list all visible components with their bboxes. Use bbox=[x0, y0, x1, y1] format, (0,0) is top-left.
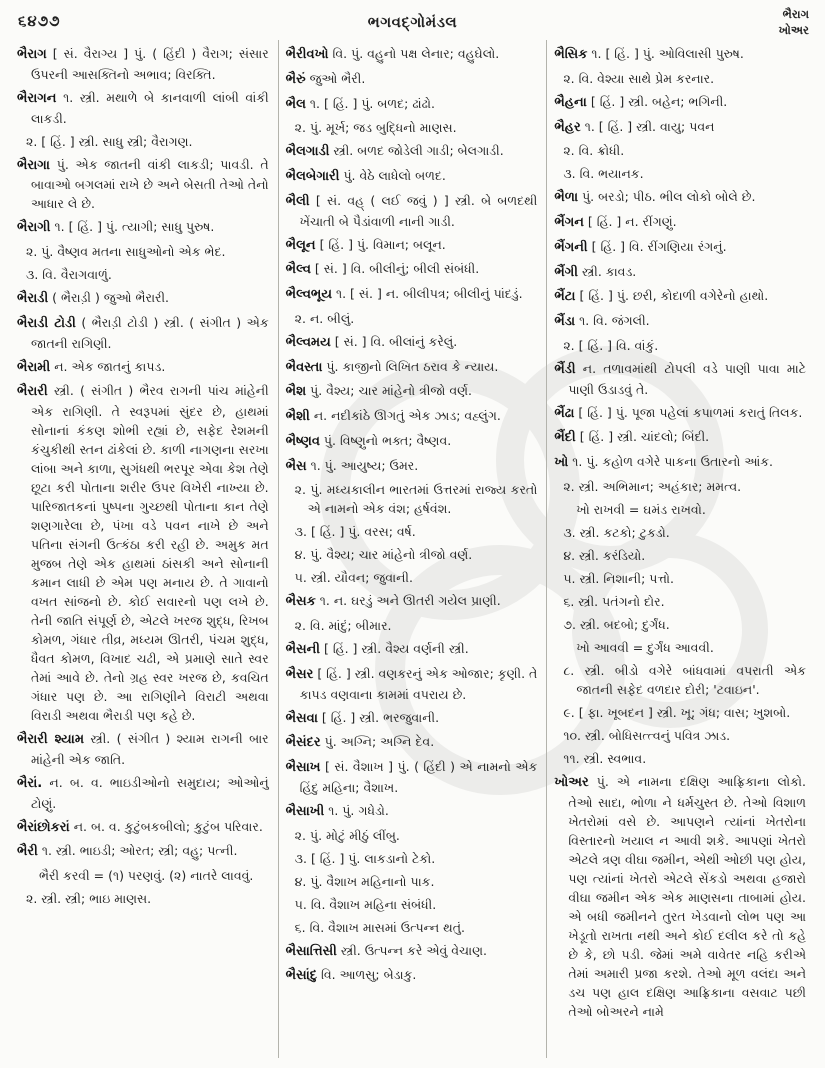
dictionary-entry bbox=[17, 132, 269, 151]
entry-text: સ્ત્રી. ( સંગીત ) શ્યામ રાગની બાર માંહેની એક જાતિ. bbox=[31, 731, 269, 767]
entry-text: પું. એ નામના દક્ષિણ આફ્રિકાના લોકો. તેઓ સાદા, ભોળા ને ધર્મચુસ્ત છે. તેઓ વિશાળ ખેતરોમાં વસે છે. આપણને ત્યાંનાં ખેતરોના વિસ્તારનો ખયાલ ન આવી શકે. આપણાં ખેતરો એટલે ત્રણ વીઘા જમીન, એથી ઓછી પણ હોય, પણ ત્યાંનાં ખેતરો એટલે સેંકડો અથવા હજારો વીઘા જમીન એક એક માણસના તાબામાં હોય. એ બધી જમીનને તુરત ખેડવાનો લોભ પણ આ ખેડૂતો રાખતા નથી અને કોઈ દલીલ કરે તો કહે છે કે, છો પડી. જેમાં અમે વાવેતર નહિ કરીએ તેમાં અમારી પ્રજા કરશે. તેઓ મૂળ વલંદા અને ડચ પણ હાલ દક્ષિણ આફ્રિકાના વસવાટ પછી તેઓ બોઅરને નામે bbox=[568, 773, 807, 1019]
dictionary-entry bbox=[17, 288, 269, 309]
dictionary-entry bbox=[554, 500, 806, 519]
dictionary-entry bbox=[286, 757, 538, 797]
dictionary-columns bbox=[10, 40, 815, 1058]
dictionary-entry bbox=[286, 616, 538, 635]
dictionary-entry bbox=[286, 357, 538, 378]
entry-text: ૧. સ્ત્રી. મથાળે બે કાનવાળી લાંબી વાંકી લાકડી. bbox=[31, 89, 269, 126]
entry-text: ૨. પું. વૈષ્ણવ મતના સાધુઓનો એક ભેદ. bbox=[26, 244, 226, 259]
guide-word-first: ભૈરાગ bbox=[782, 7, 809, 21]
dictionary-entry bbox=[286, 309, 538, 328]
dictionary-entry bbox=[554, 772, 806, 1021]
dictionary-entry bbox=[17, 773, 269, 813]
headword: ભૈળા bbox=[554, 190, 579, 206]
headword: ભૈંટા bbox=[554, 289, 576, 305]
dictionary-entry bbox=[554, 403, 806, 424]
entry-text: ૧. પું. કહોળ વગેરે પાકના ઉતારનો આંક. bbox=[572, 454, 774, 469]
entry-text: ૧. [ સં. ] ન. બીલીપત્ર; બીલીનું પાંદડું. bbox=[335, 286, 523, 301]
headword: ભૈરારી શ્યામ bbox=[17, 732, 85, 747]
entry-text: પું. વિષ્ણુનો ભક્ત; વૈષ્ણવ. bbox=[323, 432, 452, 448]
entry-text: જુઓ ભૈરી. bbox=[309, 70, 366, 86]
headword: ભૈંડા bbox=[554, 314, 576, 329]
headword: ભૈસની bbox=[285, 642, 321, 657]
headword: ભૈશી bbox=[285, 409, 310, 424]
dictionary-entry bbox=[17, 381, 269, 725]
entry-text: ૩. [ હિં. ] પું. વરસ; વર્ષ. bbox=[294, 524, 416, 540]
entry-text: ( ભૈરાડ઼ી ટોડી ) સ્ત્રી. ( સંગીત ) એક જાતની રાગિણી. bbox=[31, 314, 269, 351]
headword: ભૈરાગા bbox=[17, 157, 50, 173]
dictionary-entry bbox=[286, 259, 538, 280]
dictionary-entry bbox=[17, 155, 269, 214]
guide-word-last: ખોઅર bbox=[778, 22, 809, 37]
headword: ભૈસાત્તિસી bbox=[285, 943, 337, 959]
entry-text: [ સં. વૈશાખ ] પું. ( હિંદી ) એ નામનો એક હિંદુ મહિના; વૈશાખ. bbox=[299, 759, 538, 795]
entry-text: ૧. પું. ગધેડો. bbox=[328, 802, 389, 818]
entry-text: ૪. પું. વૈશાખ મહિનાનો પાક. bbox=[294, 873, 435, 889]
dictionary-entry bbox=[17, 88, 269, 128]
entry-text: સ્ત્રી. ઉત્પન્ન કરે એવું વેચાણ. bbox=[340, 942, 487, 958]
dictionary-entry bbox=[554, 262, 806, 283]
entry-text: [ સં. વહ્ ( લઈ જવું ) ] સ્ત્રી. બે બળદથી ખેંચાતી બે પૈડાંવાળી નાની ગાડી. bbox=[299, 192, 538, 229]
dictionary-entry bbox=[554, 187, 806, 208]
dictionary-entry bbox=[286, 639, 538, 660]
entry-text: ૬. સ્ત્રી. પતંગનો દોર. bbox=[563, 593, 665, 609]
dictionary-entry bbox=[554, 141, 806, 160]
headword: ભૈસક bbox=[285, 594, 316, 610]
dictionary-entry bbox=[554, 311, 806, 332]
entry-text: ૬. વિ. વૈશાખ માસમાં ઉત્પન્ન થતું. bbox=[294, 919, 465, 935]
headword: ભૈલ્વમય bbox=[285, 334, 331, 350]
dictionary-entry bbox=[554, 523, 806, 542]
headword: ભૈંદી bbox=[554, 430, 576, 446]
dictionary-entry bbox=[286, 69, 538, 90]
dictionary-entry bbox=[554, 69, 806, 88]
entry-text: ૩. વિ. ભયાનક. bbox=[563, 166, 644, 182]
headword: ભૈરાડી bbox=[17, 291, 49, 306]
headword: ભૈરામી bbox=[17, 359, 51, 375]
entry-text: ૧. વિ. જંગલી. bbox=[579, 313, 650, 328]
entry-text: ૧૧. સ્ત્રી. સ્વભાવ. bbox=[563, 750, 647, 766]
page-number: ૬૪૭૭ bbox=[18, 12, 61, 30]
dictionary-entry bbox=[286, 118, 538, 137]
entry-text: ન. બ. વ. ભાઇડીઓનો સમુદાય; ઓઓનું ટોણું. bbox=[31, 774, 269, 811]
headword: ભૈંઢા bbox=[554, 405, 575, 421]
headword: ભૈસિક bbox=[554, 47, 588, 62]
entry-text: ૭. સ્ત્રી. બદબો; દુર્ગંધ. bbox=[563, 616, 670, 632]
dictionary-entry bbox=[554, 592, 806, 611]
entry-text: પું. વૈશ્ય; ચાર માંહેનો ત્રીજો વર્ણ. bbox=[310, 383, 472, 399]
entry-text: પું. કાજીનો લિખિત ઠરાવ કે ન્યાય. bbox=[326, 358, 499, 374]
headword: ભૈસર bbox=[285, 666, 314, 682]
dictionary-entry bbox=[286, 941, 538, 962]
entry-text: ન. નદીકાંઠે ઊગતું એક ઝાડ; વહ્લુંગ. bbox=[313, 408, 501, 423]
headword: ભૈસવા bbox=[285, 710, 318, 726]
dictionary-entry bbox=[286, 708, 538, 729]
entry-text: ૪. પું. વૈશ્ય; ચાર માંહેનો ત્રીજો વર્ણ. bbox=[294, 547, 473, 563]
dictionary-entry bbox=[554, 164, 806, 183]
dictionary-entry bbox=[286, 591, 538, 612]
dictionary-entry bbox=[17, 866, 269, 885]
headword: ભૈષ્ણવ bbox=[285, 433, 320, 449]
entry-text: ન. એક જાતનું કાપડ. bbox=[54, 358, 166, 374]
headword: ભૈરાં. bbox=[17, 775, 43, 791]
headword: ભૈલબેગારી bbox=[285, 169, 340, 184]
entry-text: સ્ત્રી. બળદ જોડેલી ગાડી; બેલગાડી. bbox=[333, 143, 504, 159]
headword: ભૈરાગ bbox=[17, 47, 47, 62]
dictionary-entry bbox=[286, 664, 538, 704]
headword: ભૈરાગન bbox=[17, 90, 57, 106]
dictionary-entry bbox=[554, 237, 806, 258]
entry-text: વિ. પું. વહુનો પક્ષ લેનાર; વહુઘેલો. bbox=[332, 46, 500, 61]
headword: ભૈંગન bbox=[554, 215, 584, 230]
dictionary-column-1 bbox=[10, 40, 278, 1058]
headword: ભૈહર bbox=[554, 119, 581, 135]
entry-text: સ્ત્રી. કાવડ. bbox=[581, 263, 637, 279]
entry-text: ૧. સ્ત્રી. ભાઇડી; ઓરત; સ્ત્રી; વહુ; પત્ની. bbox=[41, 843, 238, 859]
entry-text: ૨. વિ. વેશ્યા સાથે પ્રેમ કરનાર. bbox=[563, 70, 715, 86]
entry-text: [ હિં. ] પું. વિમાન; બલૂન. bbox=[319, 236, 446, 252]
entry-text: ૧. [ હિં. ] પું. ઓવિલાસી પુરુષ. bbox=[591, 46, 744, 61]
entry-text: ૧. ન. ઘરડું અને ઊતરી ગયેલ પ્રાણી. bbox=[319, 593, 501, 609]
entry-text: [ હિં. ] સ્ત્રી. ચાંદલો; બિંદી. bbox=[579, 429, 710, 445]
dictionary-entry bbox=[17, 242, 269, 261]
entry-text: ભૈરી કરવી = (૧) પરણવું. (૨) નાતરે લાવવું. bbox=[39, 868, 254, 883]
headword: ભૈલગાડી bbox=[285, 144, 330, 160]
dictionary-entry bbox=[17, 217, 269, 238]
dictionary-entry bbox=[554, 117, 806, 138]
dictionary-entry bbox=[286, 849, 538, 868]
dictionary-entry bbox=[286, 801, 538, 822]
dictionary-entry bbox=[17, 313, 269, 353]
entry-text: [ સં. ] વિ. બીલીનું; બીલી સંબંધી. bbox=[314, 261, 480, 277]
headword: ખોઅર bbox=[554, 774, 589, 790]
dictionary-entry bbox=[286, 826, 538, 845]
headword: ભૈંડી bbox=[554, 361, 576, 377]
dictionary-entry bbox=[286, 872, 538, 891]
dictionary-entry bbox=[286, 381, 538, 402]
entry-text: [ હિં. ] પું. પૂજા પહેલાં કપાળમાં કરાતું તિલક. bbox=[578, 404, 803, 420]
headword: ભૈહના bbox=[554, 94, 587, 110]
entry-text: [ હિં. ] સ્ત્રી. વણકરનું એક ઓજાર; કૃણી. તે કાપડ વણવાના કામમાં વપરાય છે. bbox=[299, 665, 538, 702]
headword: ભૈસાંદુ bbox=[285, 968, 318, 984]
entry-text: ૨. [ હિં. ] સ્ત્રી. સાધુ સ્ત્રી; વૈરાગણ. bbox=[26, 133, 193, 149]
dictionary-entry bbox=[17, 44, 269, 84]
entry-text: ૨. ન. બીલું. bbox=[294, 310, 355, 326]
entry-text: ૨. વિ. ક્રોધી. bbox=[563, 143, 625, 159]
entry-text: ૪. સ્ત્રી. કરંડિયો. bbox=[563, 547, 646, 563]
page-header bbox=[10, 6, 815, 40]
entry-text: ૩. વિ. વૈરાગવાળું. bbox=[26, 267, 112, 282]
dictionary-entry bbox=[17, 265, 269, 284]
dictionary-entry bbox=[286, 965, 538, 986]
dictionary-entry bbox=[286, 732, 538, 753]
dictionary-entry bbox=[554, 212, 806, 233]
dictionary-entry bbox=[554, 749, 806, 768]
entry-text: [ હિં. ] સ્ત્રી. વૈશ્ય વર્ણની સ્ત્રી. bbox=[324, 641, 469, 656]
dictionary-entry bbox=[286, 406, 538, 427]
dictionary-entry bbox=[286, 568, 538, 587]
dictionary-entry bbox=[554, 427, 806, 448]
dictionary-entry bbox=[17, 729, 269, 769]
dictionary-entry bbox=[286, 284, 538, 305]
entry-text: ૨. [ હિં. ] વિ. વાંકું. bbox=[563, 337, 659, 353]
entry-text: વિ. આળસુ; બેડાકુ. bbox=[321, 967, 417, 983]
dictionary-entry bbox=[554, 359, 806, 399]
headword: ભૈરીવખો bbox=[285, 47, 329, 62]
dictionary-entry bbox=[554, 44, 806, 65]
dictionary-entry bbox=[17, 841, 269, 862]
dictionary-entry bbox=[286, 332, 538, 353]
dictionary-entry bbox=[286, 191, 538, 231]
dictionary-column-2 bbox=[278, 40, 547, 1058]
entry-text: ૩. [ હિં. ] પું. લાકડાનો ટેકો. bbox=[294, 850, 436, 866]
entry-text: ૧. પું. આયુષ્ય; ઉમર. bbox=[310, 457, 419, 473]
dictionary-entry bbox=[286, 431, 538, 452]
dictionary-entry bbox=[554, 703, 806, 722]
dictionary-entry bbox=[17, 889, 269, 908]
headword: ભૈલ્વ bbox=[285, 262, 311, 278]
entry-text: ૫. સ્ત્રી. યૌવન; જુવાની. bbox=[294, 570, 413, 586]
entry-text: ૨. પું. મધ્યકાલીન ભારતમાં ઉત્તરમાં રાજ્ય કરતો એ નામનો એક વંશ; હર્ષવંશ. bbox=[294, 482, 538, 517]
entry-text: પું. એક જાતની વાંકી લાકડી; પાવડી. તે બાવાઓ બગલમાં રાખે છે અને બેસતી તેઓ તેનો આધાર લે છે. bbox=[31, 156, 269, 212]
dictionary-entry bbox=[554, 661, 806, 699]
entry-text: ખો આવવી = દુર્ગંધ આવવી. bbox=[576, 639, 714, 655]
entry-text: પું. અગ્નિ; અગ્નિ દેવ. bbox=[324, 734, 435, 750]
entry-text: ૨. વિ. માંદું; બીમાર. bbox=[294, 618, 392, 633]
dictionary-entry bbox=[554, 546, 806, 565]
entry-text: ૧. [ હિં. ] પું. ત્યાગી; સાધુ પુરુષ. bbox=[54, 219, 215, 235]
headword: ભૈલ bbox=[285, 96, 306, 112]
entry-text: ૧૦. સ્ત્રી. બોધિસત્ત્વનું પવિત્ર ઝાડ. bbox=[563, 727, 731, 743]
entry-text: ૧. [ હિં. ] પું. બળદ; ઢાંઢો. bbox=[309, 95, 435, 111]
dictionary-entry bbox=[286, 456, 538, 477]
entry-text: ૨. સ્ત્રી. સ્ત્રી; ભાઇ માણસ. bbox=[26, 891, 152, 906]
entry-text: સ્ત્રી. ( સંગીત ) ભૈરવ રાગની પાંચ માંહેની એક રાગિણી. તે સ્વરૂપમાં સુંદર છે, હાથમાં સોનાનાં કંકણ શોભી રહ્યાં છે, સફેદ રેશમની કંચુકીથી સ્તન ઢાંકેલાં છે. કાળી નાગણના સરખા લાંબા અને કાળા, સુગંધથી ભરપૂર એવા કેશ તેણે છૂટા કરી પોતાના શરીર ઉપર વિખેરી નાખ્યા છે. પારિજાતકનાં પુષ્પના ગુચ્છથી પોતાના કાન તેણે શણગારેલા છે, પંખા વડે પવન નાખે છે અને પતિના સંગની ઉત્કંઠા કરી રહી છે. અમુક મત મુજબ તેણે એક હાથમાં ઠાંસકી અને સોનાની કમાન લાધી છે એમ પણ મનાય છે. તે ગાવાનો વખત સાંજનો છે. કોઈ સવારનો પણ લખે છે. તેની જાતિ સંપૂર્ણ છે, એટલે ખરજ શુદ્ધ, રિખબ કોમળ, ગંધાર તીવ્ર, મધ્યમ ઊતરી, પંચમ શુદ્ધ, ધૈવત કોમળ, વિખાદ ચઢી, એ પ્રમાણે સાતે સ્વર તેમાં આવે છે. તેનો ગ્રહ સ્વર ખરજ છે, કવચિત ગંધાર પણ છે. આ રાગિણીને વિરાટી અથવા વિરાડી અથવા ભૈરાડી પણ કહે છે. bbox=[31, 383, 269, 723]
dictionary-entry bbox=[286, 545, 538, 564]
entry-text: [ સં. ] વિ. બીલાંનું કરેલું. bbox=[334, 333, 458, 349]
entry-text: ૨. પું. મોટું મીઠું લીંબુ. bbox=[294, 827, 400, 843]
dictionary-entry bbox=[286, 480, 538, 518]
entry-text: ન. બ. વ. કુટુંબકબીલો; કુટુંબ પરિવાર. bbox=[73, 818, 263, 834]
entry-text: [ હિં. ] વિ. રીંગણિયા રંગનું. bbox=[591, 238, 727, 254]
headword: ભૈસંદર bbox=[285, 735, 321, 751]
dictionary-entry bbox=[554, 615, 806, 634]
book-title: ભગવદ્ગોમંડલ bbox=[367, 13, 458, 31]
dictionary-entry bbox=[554, 638, 806, 657]
guide-words bbox=[779, 7, 809, 38]
dictionary-column-3 bbox=[546, 40, 815, 1058]
entry-text: ( ભૈરાડ઼ી ) જુઓ ભૈરારી. bbox=[52, 290, 170, 305]
headword: ભૈરું bbox=[285, 71, 306, 87]
entry-text: પું. બરડો; પીઠ. ભીલ લોકો બોલે છે. bbox=[582, 189, 756, 205]
headword: ભૈશ bbox=[285, 384, 307, 400]
headword: ભૈસાખી bbox=[285, 803, 325, 819]
headword: ભૈંગી bbox=[554, 264, 578, 280]
entry-text: ૧. [ હિં. ] સ્ત્રી. વાયુ; પવન bbox=[584, 118, 715, 134]
dictionary-entry bbox=[286, 522, 538, 541]
entry-text: [ હિં. ] સ્ત્રી. બહેન; ભગિની. bbox=[590, 93, 728, 109]
headword: ભૈરાડી ટોડી bbox=[17, 315, 76, 331]
dictionary-entry bbox=[554, 726, 806, 745]
dictionary-entry bbox=[17, 817, 269, 838]
entry-text: ૨. સ્ત્રી. અભિમાન; અહંકાર; મમત્વ. bbox=[563, 478, 742, 494]
entry-text: ૫. વિ. વૈશાખ મહિના સંબંધી. bbox=[294, 896, 437, 912]
dictionary-entry bbox=[554, 569, 806, 588]
entry-text: [ હિં. ] સ્ત્રી. ભરજુવાની. bbox=[321, 709, 440, 725]
dictionary-entry bbox=[554, 477, 806, 496]
headword: ભૈસાખ bbox=[285, 760, 321, 775]
entry-text: ૨. પું. મૂર્ખ; જડ બુદ્ધિનો માણસ. bbox=[294, 120, 457, 136]
entry-text: [ હિં. ] ન. રીંગણું. bbox=[587, 214, 677, 229]
entry-text: ૮. સ્ત્રી. બીડો વગેરે બાંધવામાં વપરાતી એક જાતની સફેદ વળદાર દોરી; 'ટવાઇન'. bbox=[563, 662, 807, 697]
dictionary-entry bbox=[554, 336, 806, 355]
entry-text: ૩. સ્ત્રી. કટકો; ટુકડો. bbox=[563, 524, 670, 540]
headword: ભૈરી bbox=[17, 844, 38, 860]
dictionary-entry bbox=[286, 166, 538, 187]
headword: ભૈંગની bbox=[554, 239, 588, 255]
dictionary-entry bbox=[286, 94, 538, 115]
headword: ભૈલી bbox=[285, 193, 310, 209]
dictionary-entry bbox=[286, 235, 538, 256]
dictionary-entry bbox=[554, 92, 806, 113]
entry-text: ૫. સ્ત્રી. નિશાની; પત્તો. bbox=[563, 570, 675, 586]
entry-text: [ હિં. ] પું. છરી, કોદાળી વગેરેનો હાથો. bbox=[579, 288, 769, 304]
dictionary-entry bbox=[554, 452, 806, 473]
headword: ભૈરાગી bbox=[17, 220, 51, 236]
entry-text: ખો રાખવી = ઘમંડ રાખવો. bbox=[576, 501, 706, 517]
headword: ભૈરાંછોકરાં bbox=[17, 819, 70, 835]
dictionary-entry bbox=[286, 44, 538, 65]
headword: ભૈસ bbox=[285, 458, 307, 474]
entry-text: ન. તળાવમાંથી ટોપલી વડે પાણી પાવા માટે પાણી ઉડાડવું તે. bbox=[568, 360, 807, 397]
dictionary-entry bbox=[286, 895, 538, 914]
dictionary-entry bbox=[286, 918, 538, 937]
entry-text: ૯. [ ફા. ખૂબદન ] સ્ત્રી. ખૂ; ગંધ; વાસ; ખુશબો. bbox=[563, 704, 791, 720]
entry-text: પું. વેઠે લાધેલો બળદ. bbox=[343, 168, 446, 183]
headword: ભૈલૂન bbox=[285, 237, 316, 253]
dictionary-entry bbox=[17, 357, 269, 378]
headword: ભૈવસ્તા bbox=[285, 359, 323, 375]
headword: ખો bbox=[554, 455, 569, 470]
dictionary-entry bbox=[286, 141, 538, 162]
entry-text: [ સં. વૈરાગ્ય ] પું. ( હિંદી ) વૈરાગ; સંસાર ઉપરની આસક્તિનો અભાવ; વિરક્તિ. bbox=[31, 46, 269, 82]
dictionary-entry bbox=[554, 286, 806, 307]
headword: ભૈલ્વભૂય bbox=[285, 287, 332, 302]
headword: ભૈરારી bbox=[17, 384, 48, 400]
